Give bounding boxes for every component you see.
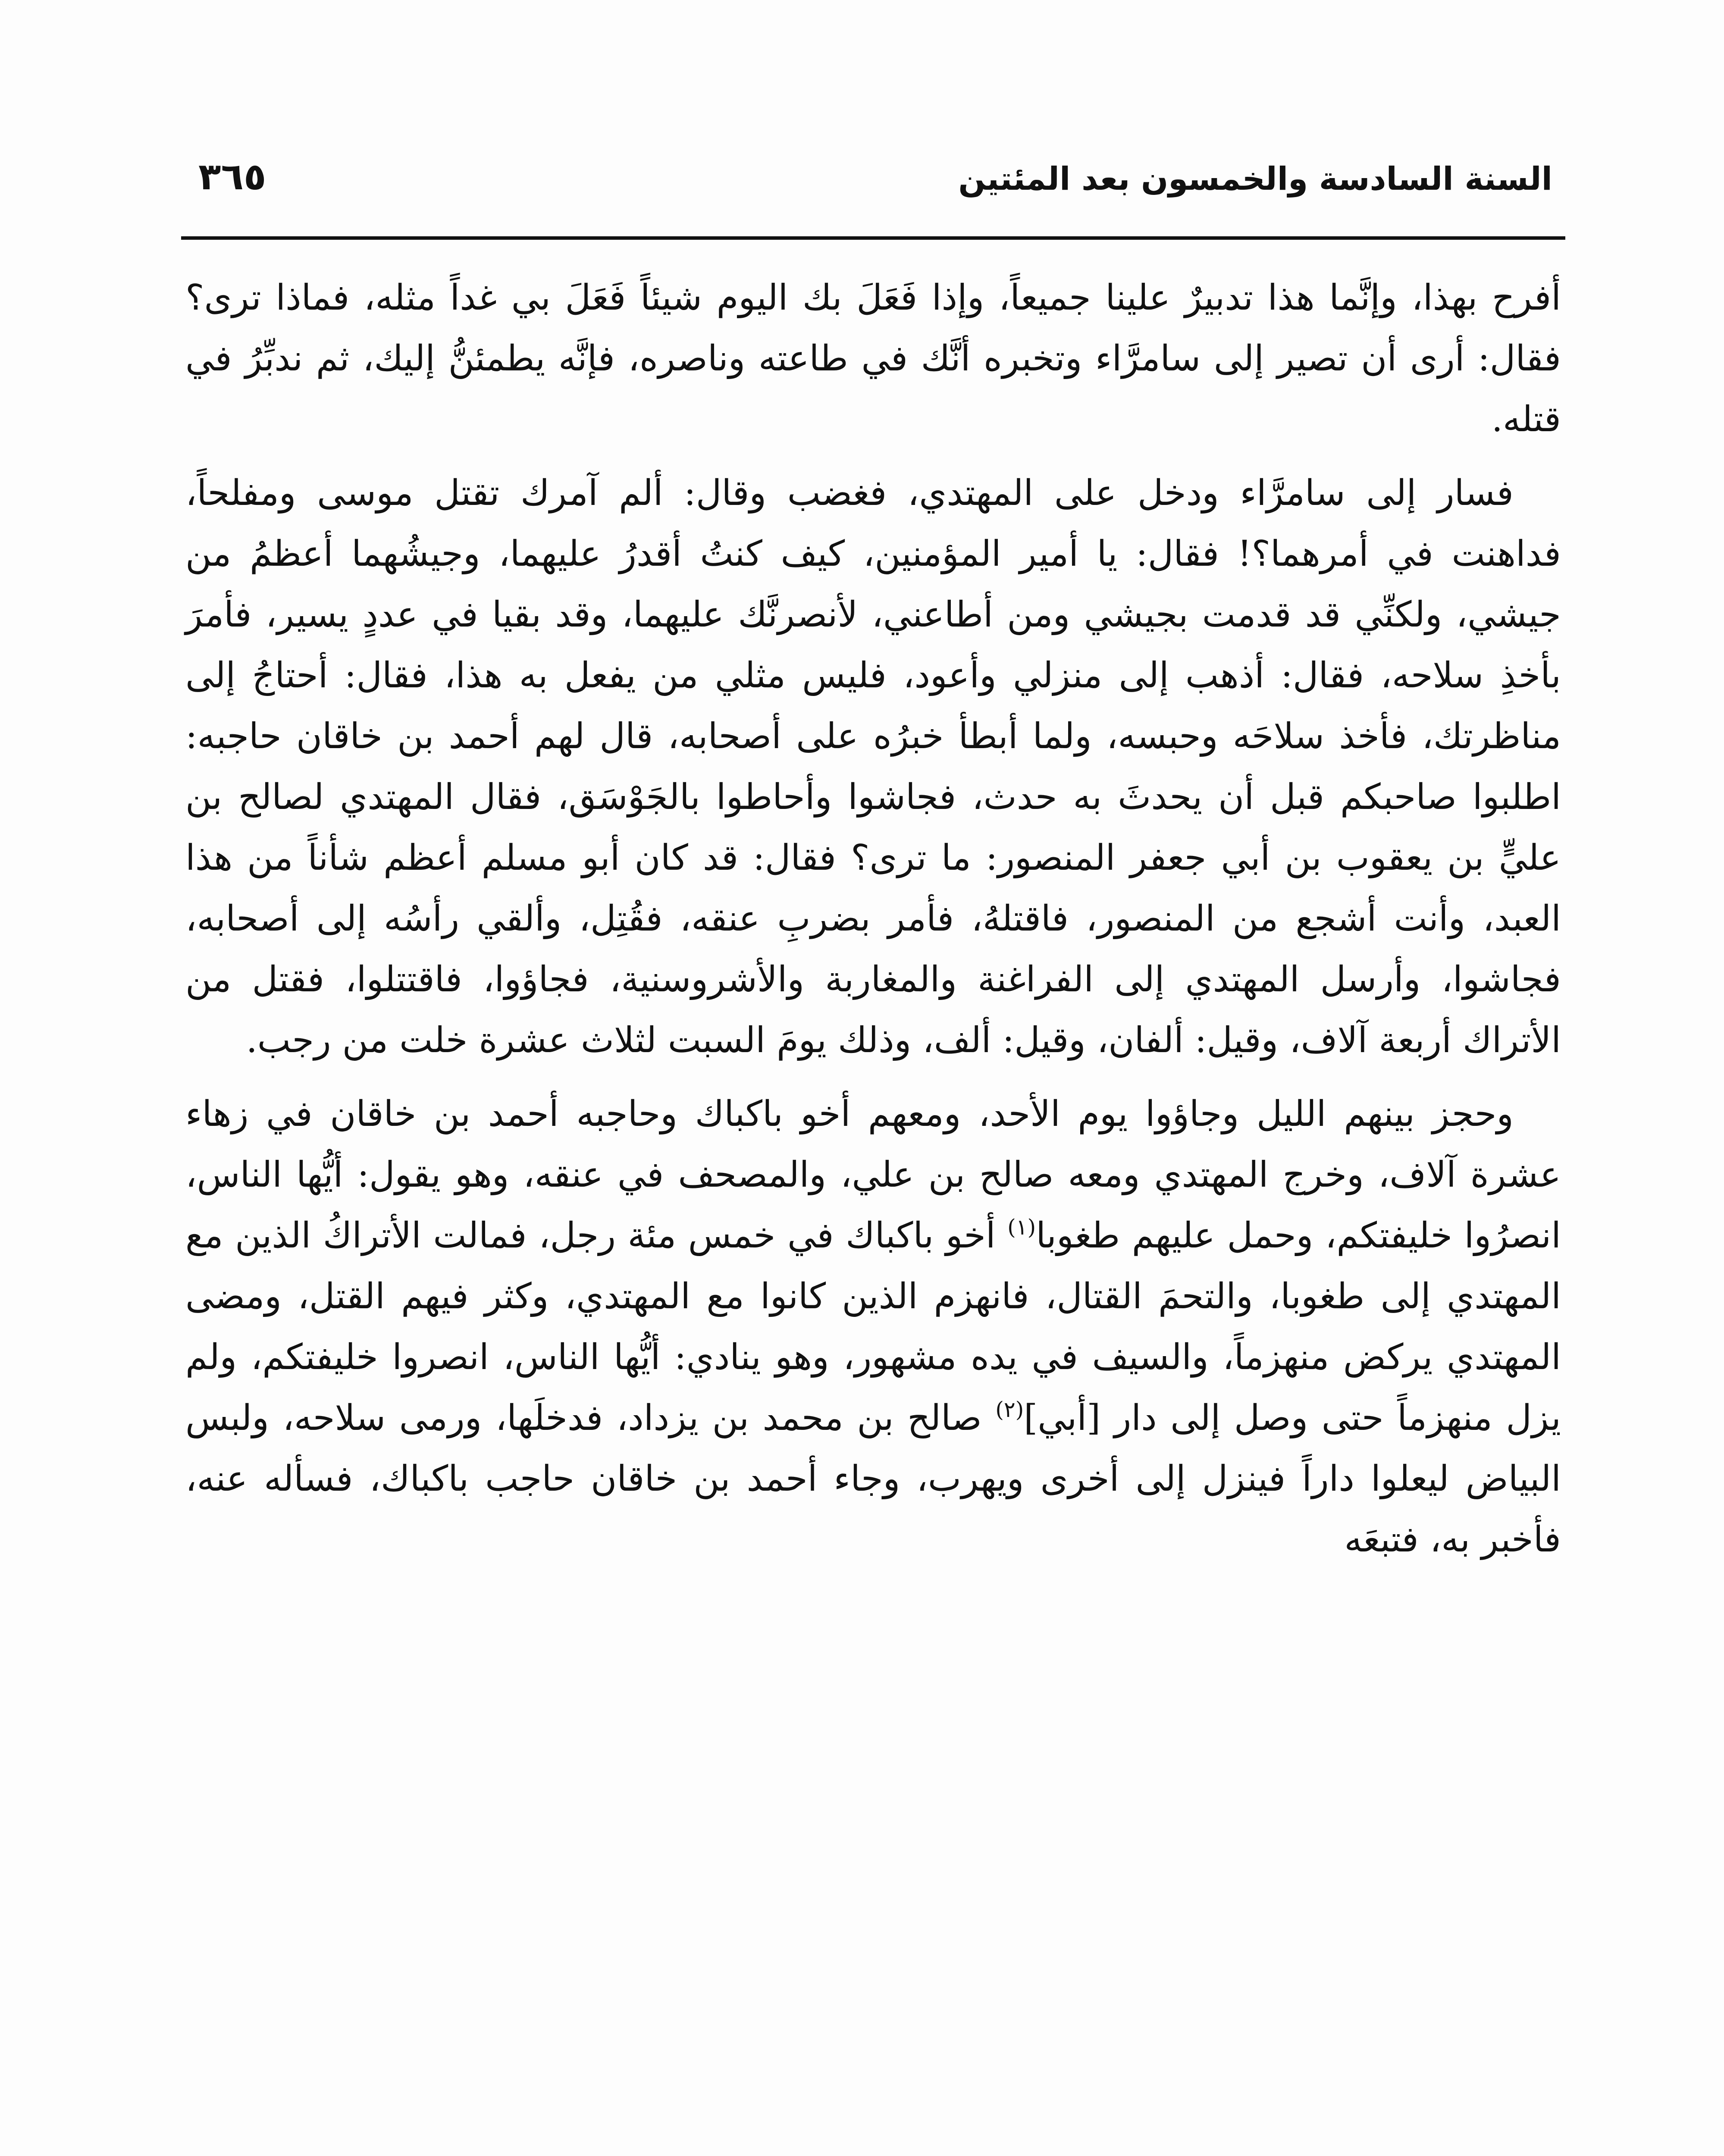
running-header xyxy=(181,147,1552,211)
paragraph-1: أفرح بهذا، وإنَّما هذا تدبيرٌ علينا جميعاً، وإذا فَعَلَ بك اليوم شيئاً فَعَلَ بي غداً مثله، فماذا ترى؟ فقال: أرى أن تصير إلى سامرَّاء وتخبره أنَّك في طاعته وناصره، فإنَّه يطمئنُّ إليك، ثم ندبِّرُ في قتله. xyxy=(185,277,1561,440)
footnote-ref-2[interactable]: (٢) xyxy=(995,1397,1024,1422)
page-number: ٣٦٥ xyxy=(198,155,266,198)
main-text xyxy=(185,267,1561,1583)
paragraph-3 xyxy=(185,1084,1561,1570)
paragraph-2: فسار إلى سامرَّاء ودخل على المهتدي، فغضب وقال: ألم آمرك تقتل موسى ومفلحاً، فداهنت في أمرهما؟! فقال: يا أمير المؤمنين، كيف كنتُ أقدرُ عليهما، وجيشُهما أعظمُ من جيشي، ولكنِّي قد قدمت بجيشي ومن أطاعني، لأنصرنَّك عليهما، وقد بقيا في عددٍ يسير، فأمرَ بأخذِ سلاحه، فقال: أذهب إلى منزلي وأعود، فليس مثلي من يفعل به هذا، فقال: أحتاجُ إلى مناظرتك، فأخذ سلاحَه وحبسه، ولما أبطأ خبرُه على أصحابه، قال لهم أحمد بن خاقان حاجبه: اطلبوا صاحبكم قبل أن يحدثَ به حدث، فجاشوا وأحاطوا بالجَوْسَق، فقال المهتدي لصالح بن عليٍّ بن يعقوب بن أبي جعفر المنصور: ما ترى؟ فقال: قد كان أبو مسلم أعظم شأناً من هذا العبد، وأنت أشجع من المنصور، فاقتلهُ، فأمر بضربِ عنقه، فقُتِل، وألقي رأسُه إلى أصحابه، فجاشوا، وأرسل المهتدي إلى الفراغنة والمغاربة والأشروسنية، فجاؤوا، فاقتتلوا، فقتل من الأتراك أربعة آلاف، وقيل: ألفان، وقيل: ألف، وذلك يومَ السبت لثلاث عشرة خلت من رجب. xyxy=(185,473,1561,1061)
footnote-ref-1[interactable]: (١) xyxy=(1007,1215,1036,1240)
paragraph-3-part-1: وحجز بينهم الليل وجاؤوا يوم الأحد، ومعهم أخو باكباك وحاجبه أحمد بن خاقان في زهاء عشرة آلاف، وخرج المهتدي ومعه صالح بن علي، والمصحف في عنقه، وهو يقول: أيُّها الناس، انصرُوا خليفتكم، وحمل عليهم طغوبا xyxy=(185,1094,1561,1256)
paragraph-3-part-2: أخو باكباك في خمس مئة رجل، فمالت الأتراكُ الذين مع المهتدي إلى طغوبا، والتحمَ القتال، فانهزم الذين كانوا مع المهتدي، وكثر فيهم القتل، ومضى المهتدي يركض منهزماً، والسيف في يده مشهور، وهو ينادي: أيُّها الناس، انصروا خليفتكم، ولم يزل منهزماً حتى وصل إلى دار [أبي] xyxy=(185,1215,1561,1438)
chapter-title: السنة السادسة والخمسون بعد المئتين xyxy=(958,160,1552,197)
paragraph-3-part-3: صالح بن محمد بن يزداد، فدخلَها، ورمى سلاحه، ولبس البياض ليعلوا داراً فينزل إلى أخرى ويهرب، وجاء أحمد بن خاقان حاجب باكباك، فسأله عنه، فأخبر به، فتبعَه xyxy=(185,1398,1561,1560)
header-divider xyxy=(181,236,1565,240)
